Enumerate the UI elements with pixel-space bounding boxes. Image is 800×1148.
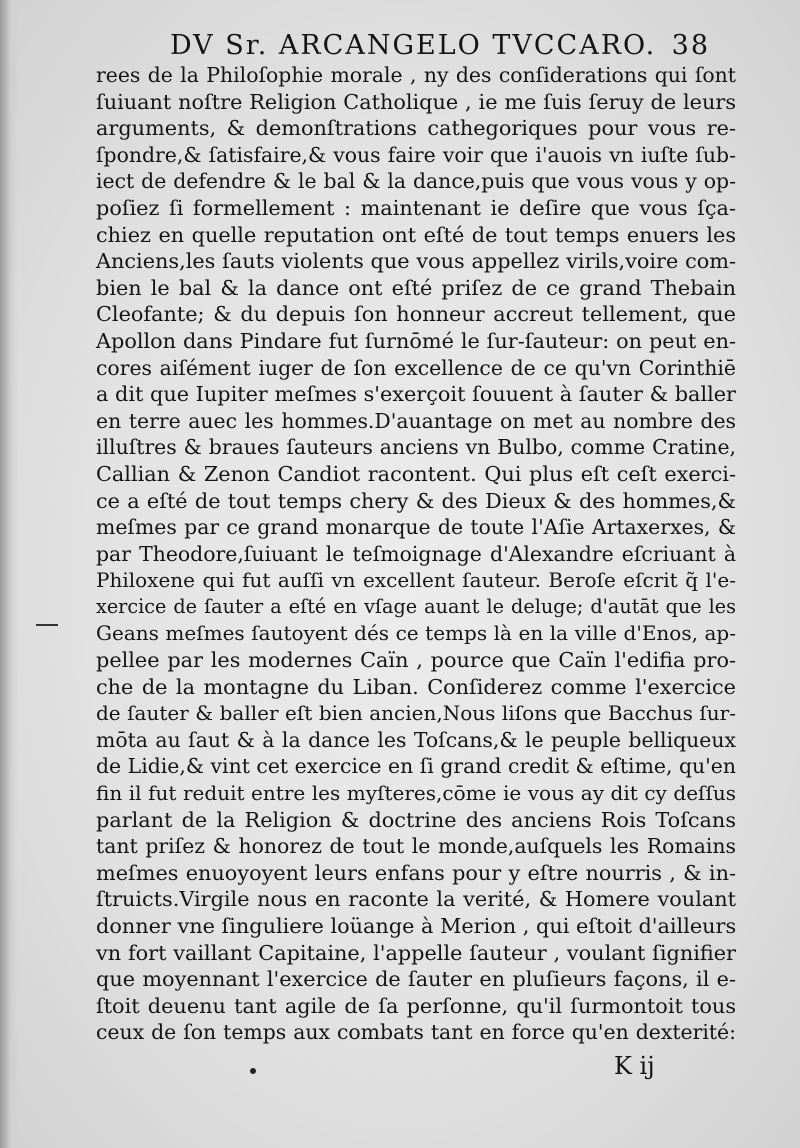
text-line: parlant de la Religion & doctrine des anciens Rois Toſcans xyxy=(96,807,736,832)
text-line: tant priſez & honorez de tout le monde,auſquels les Romains xyxy=(96,834,736,859)
text-line: Anciens,les ſauts violents que vous appellez virils,voire com- xyxy=(96,249,736,274)
text-line: Callian & Zenon Candiot racontent. Qui plus eſt ceſt exerci- xyxy=(96,461,736,486)
text-line: ſtruicts.Virgile nous en raconte la verité, & Homere voulant xyxy=(96,887,736,912)
text-line: mōta au ſaut & à la dance les Toſcans,& le peuple belliqueux xyxy=(96,727,736,752)
text-line: arguments, & demonſtrations cathegoriques pour vous re- xyxy=(96,116,736,141)
text-line: en terre auec les hommes.D'auantage on met au nombre des xyxy=(96,408,736,433)
text-line: poſiez ſi formellement : maintenant ie deſire que vous ſça- xyxy=(96,195,736,220)
text-line: Philoxene qui fut auſſi vn excellent ſauteur. Beroſe eſcrit q̃ l'e- xyxy=(96,568,736,593)
text-line: chiez en quelle reputation ont eſté de tout temps enuers les xyxy=(96,222,736,247)
text-line: illuſtres & braues ſauteurs anciens vn Bulbo, comme Cratine, xyxy=(96,435,736,460)
text-line: Geans meſmes ſautoyent dés ce temps là en la ville d'Enos, ap- xyxy=(96,621,736,646)
text-line: bien le bal & la dance ont eſté priſez de ce grand Thebain xyxy=(96,275,736,300)
text-line: ce a eſté de tout temps chery & des Dieux & des hommes,& xyxy=(96,488,736,513)
margin-mark xyxy=(36,624,58,626)
ink-dot xyxy=(250,1068,256,1074)
text-line: vn fort vaillant Capitaine, l'appelle ſauteur , voulant ſignifier xyxy=(96,940,736,965)
signature-mark: K ij xyxy=(614,1052,655,1080)
text-line: donner vne ſinguliere loüange à Merion , qui eſtoit d'ailleurs xyxy=(96,914,737,938)
text-line: ſpondre,& ſatisfaire,& vous faire voir que i'auois vn iuſte ſub- xyxy=(96,142,736,167)
text-line: cores aiſément iuger de ſon excellence de ce qu'vn Corinthiē xyxy=(96,355,736,380)
text-line: par Theodore,ſuiuant le teſmoignage d'Alexandre eſcriuant à xyxy=(96,541,736,566)
text-line: fin il fut reduit entre les myſteres,cōme ie vous ay dit cy deſſus xyxy=(96,781,736,806)
text-line: che de la montagne du Liban. Conſiderez comme l'exercice xyxy=(96,674,736,699)
text-line: pellee par les modernes Caïn , pource que Caïn l'edifia pro- xyxy=(96,648,736,673)
text-line: iect de defendre & le bal & la dance,puis que vous vous y op- xyxy=(96,169,736,194)
text-line: rees de la Philoſophie morale , ny des conſiderations qui ſont xyxy=(96,63,736,87)
text-line: a dit que Iupiter meſmes s'exerçoit ſouuent à ſauter & baller xyxy=(96,382,736,407)
text-line: de Lidie,& vint cet exercice en ſi grand credit & eſtime, qu'en xyxy=(96,754,736,779)
text-line: xercice de ſauter a eſté en vſage auant le deluge; d'autāt que les xyxy=(96,594,736,618)
text-line: ceux de ſon temps aux combats tant en force qu'en dexterité: xyxy=(96,1020,736,1045)
text-line: que moyennant l'exercice de ſauter en pluſieurs façons, il e- xyxy=(96,967,736,992)
text-line: de ſauter & baller eſt bien ancien,Nous liſons que Bacchus ſur- xyxy=(96,701,736,726)
text-line: ſuiuant noſtre Religion Catholique , ie me ſuis ſeruy de leurs xyxy=(96,89,736,114)
text-line: meſmes par ce grand monarque de toute l'Aſie Artaxerxes, & xyxy=(96,515,736,540)
page-number: 38 xyxy=(671,30,710,61)
running-title: DV Sr. ARCANGELO TVCCARO. xyxy=(170,30,657,61)
text-line: Apollon dans Pindare fut ſurnōmé le ſur-ſauteur: on peut en- xyxy=(96,328,736,353)
page-gutter-shadow xyxy=(0,0,18,1148)
text-line: Cleofante; & du depuis ſon honneur accreut tellement, que xyxy=(96,302,736,327)
text-line: ſtoit deuenu tant agile de ſa perſonne, qu'il ſurmontoit tous xyxy=(96,993,736,1018)
text-block xyxy=(96,62,736,1046)
text-line: meſmes enuoyoyent leurs enfans pour y eſtre nourris , & in- xyxy=(96,860,736,885)
